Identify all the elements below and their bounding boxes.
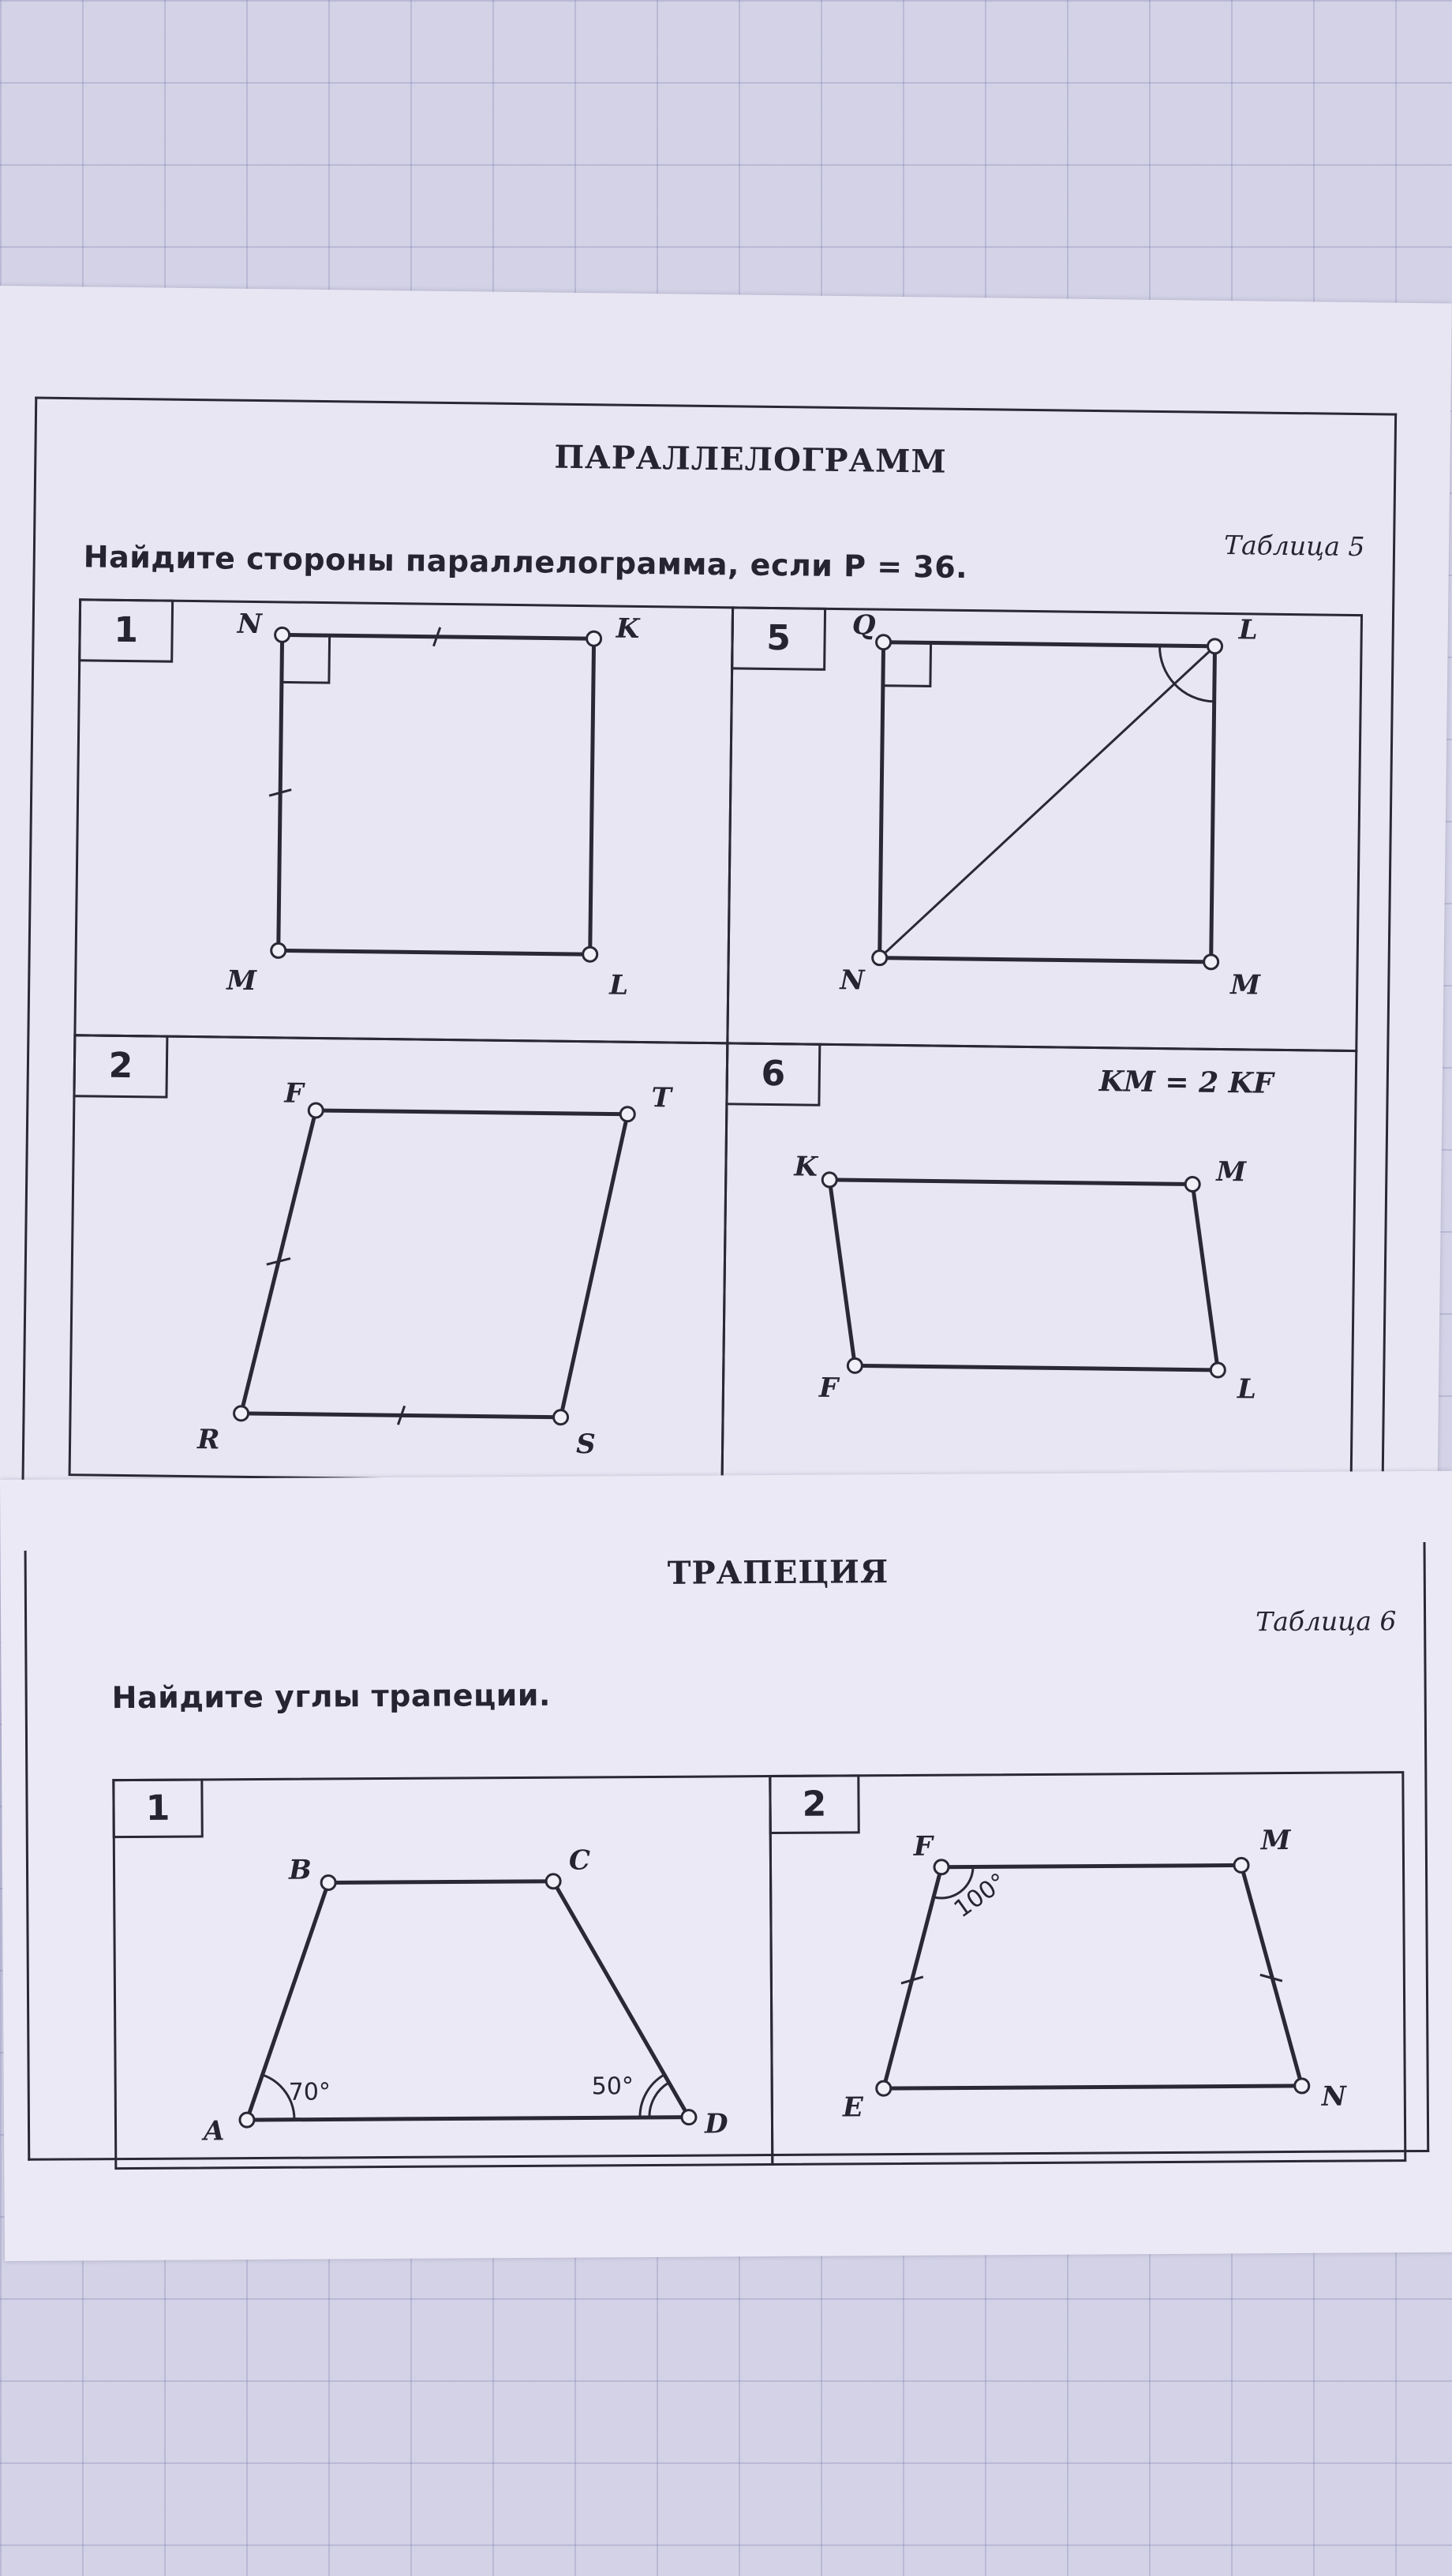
worksheet-parallelogram [0, 286, 1452, 1503]
rectangle-qlmn [728, 608, 1365, 1054]
trapezoid-cell-2 [769, 1771, 1406, 2166]
label-l: L [1238, 614, 1258, 646]
figure-cell-2 [69, 1034, 729, 1484]
condition-text: KM = 2 KF [1098, 1065, 1274, 1100]
side-ft [316, 1110, 627, 1114]
vertex-b [321, 1875, 335, 1889]
label-f: F [913, 1830, 934, 1863]
right-angle-mark [282, 635, 330, 683]
table-label: Таблица 6 [1256, 1605, 1397, 1638]
vertex-l [1211, 1363, 1225, 1377]
figure-number: 1 [112, 1778, 203, 1838]
label-t: T [651, 1082, 672, 1114]
label-k: K [616, 612, 640, 645]
side-ne [884, 2086, 1302, 2088]
vertex-l [1207, 639, 1222, 653]
side-ts [561, 1114, 628, 1418]
label-m: M [1216, 1155, 1247, 1189]
side-da [247, 2117, 689, 2120]
side-lm [1211, 646, 1215, 962]
angle-d-value: 50° [591, 2072, 634, 2101]
side-fm [941, 1865, 1241, 1866]
trapezoid-efmn [771, 1773, 1409, 2168]
vertex-l [583, 947, 597, 961]
vertex-n [873, 951, 887, 965]
label-k: K [794, 1151, 818, 1183]
right-angle-mark [883, 642, 931, 687]
vertex-k [822, 1173, 836, 1187]
side-fk [827, 1180, 857, 1365]
label-q: Q [851, 609, 876, 642]
side-ql [884, 642, 1215, 646]
label-b: B [288, 1854, 312, 1886]
trapezoid-cell-1 [112, 1775, 773, 2170]
angle-a-value: 70° [288, 2078, 331, 2106]
figure-number: 2 [73, 1034, 168, 1098]
side-kl [590, 638, 594, 954]
angle-arc-d [649, 2083, 669, 2117]
vertex-m [1234, 1858, 1248, 1872]
figure-number: 2 [769, 1774, 859, 1834]
vertex-r [234, 1406, 248, 1421]
side-mn [1241, 1865, 1302, 2086]
label-m: M [1260, 1825, 1291, 1857]
vertex-a [240, 2113, 254, 2127]
task-text: Найдите стороны параллелограмма, если P = 36. [83, 539, 968, 586]
task-text: Найдите углы трапеции. [111, 1677, 552, 1716]
label-l: L [608, 969, 629, 1002]
side-ef [882, 1867, 943, 2088]
vertex-n [1295, 2079, 1309, 2093]
angle-arc [1174, 683, 1214, 702]
vertex-f [934, 1860, 949, 1874]
label-m: M [226, 964, 257, 998]
figure-cell-6 [721, 1042, 1358, 1492]
vertex-m [271, 943, 286, 957]
side-km [829, 1180, 1192, 1185]
vertex-d [682, 2110, 696, 2125]
label-d: D [704, 2108, 728, 2140]
vertex-e [877, 2081, 891, 2095]
angle-arc-d [640, 2075, 664, 2117]
label-s: S [575, 1428, 596, 1461]
vertex-m [1185, 1177, 1199, 1191]
label-n: N [840, 964, 865, 997]
figure-cell-1 [73, 598, 734, 1044]
figure-number: 1 [78, 598, 174, 662]
label-a: A [203, 2115, 225, 2147]
diagonal-nl [880, 642, 1215, 962]
vertex-k [586, 631, 601, 646]
label-l: L [1237, 1373, 1257, 1406]
label-f: F [284, 1077, 304, 1110]
side-ml [1190, 1185, 1220, 1370]
label-m: M [1230, 969, 1261, 1002]
side-mn [880, 958, 1211, 962]
vertex-s [553, 1410, 567, 1425]
section-title: ТРАПЕЦИЯ [667, 1553, 889, 1592]
label-c: C [568, 1844, 591, 1877]
worksheet-trapezoid [0, 1471, 1452, 2261]
square-nklm [76, 601, 736, 1046]
side-lf [855, 1365, 1218, 1370]
vertex-f [309, 1103, 323, 1118]
figure-number: 6 [725, 1042, 821, 1106]
label-n: N [237, 608, 263, 641]
vertex-c [546, 1874, 560, 1889]
label-f: F [818, 1372, 839, 1405]
side-bc [328, 1881, 553, 1883]
vertex-m [1204, 955, 1218, 969]
figure-number: 5 [731, 606, 826, 670]
section-title: ПАРАЛЛЕЛОГРАММ [554, 438, 947, 481]
label-n: N [1321, 2080, 1347, 2113]
vertex-n [275, 627, 290, 642]
vertex-q [876, 635, 890, 650]
label-r: R [196, 1424, 220, 1456]
angle-f-value: 100° [949, 1867, 1012, 1924]
rhombus-ftsr [71, 1036, 732, 1486]
table-label: Таблица 5 [1223, 529, 1365, 563]
angle-arc [1159, 646, 1175, 683]
label-e: E [842, 2091, 863, 2124]
vertex-t [620, 1107, 634, 1121]
vertex-f [848, 1358, 862, 1372]
side-lm [279, 950, 590, 954]
figure-cell-5 [726, 606, 1363, 1052]
side-nq [880, 642, 884, 958]
trapezoid-abcd [114, 1777, 776, 2172]
parallelogram-kmlf [723, 1044, 1360, 1494]
